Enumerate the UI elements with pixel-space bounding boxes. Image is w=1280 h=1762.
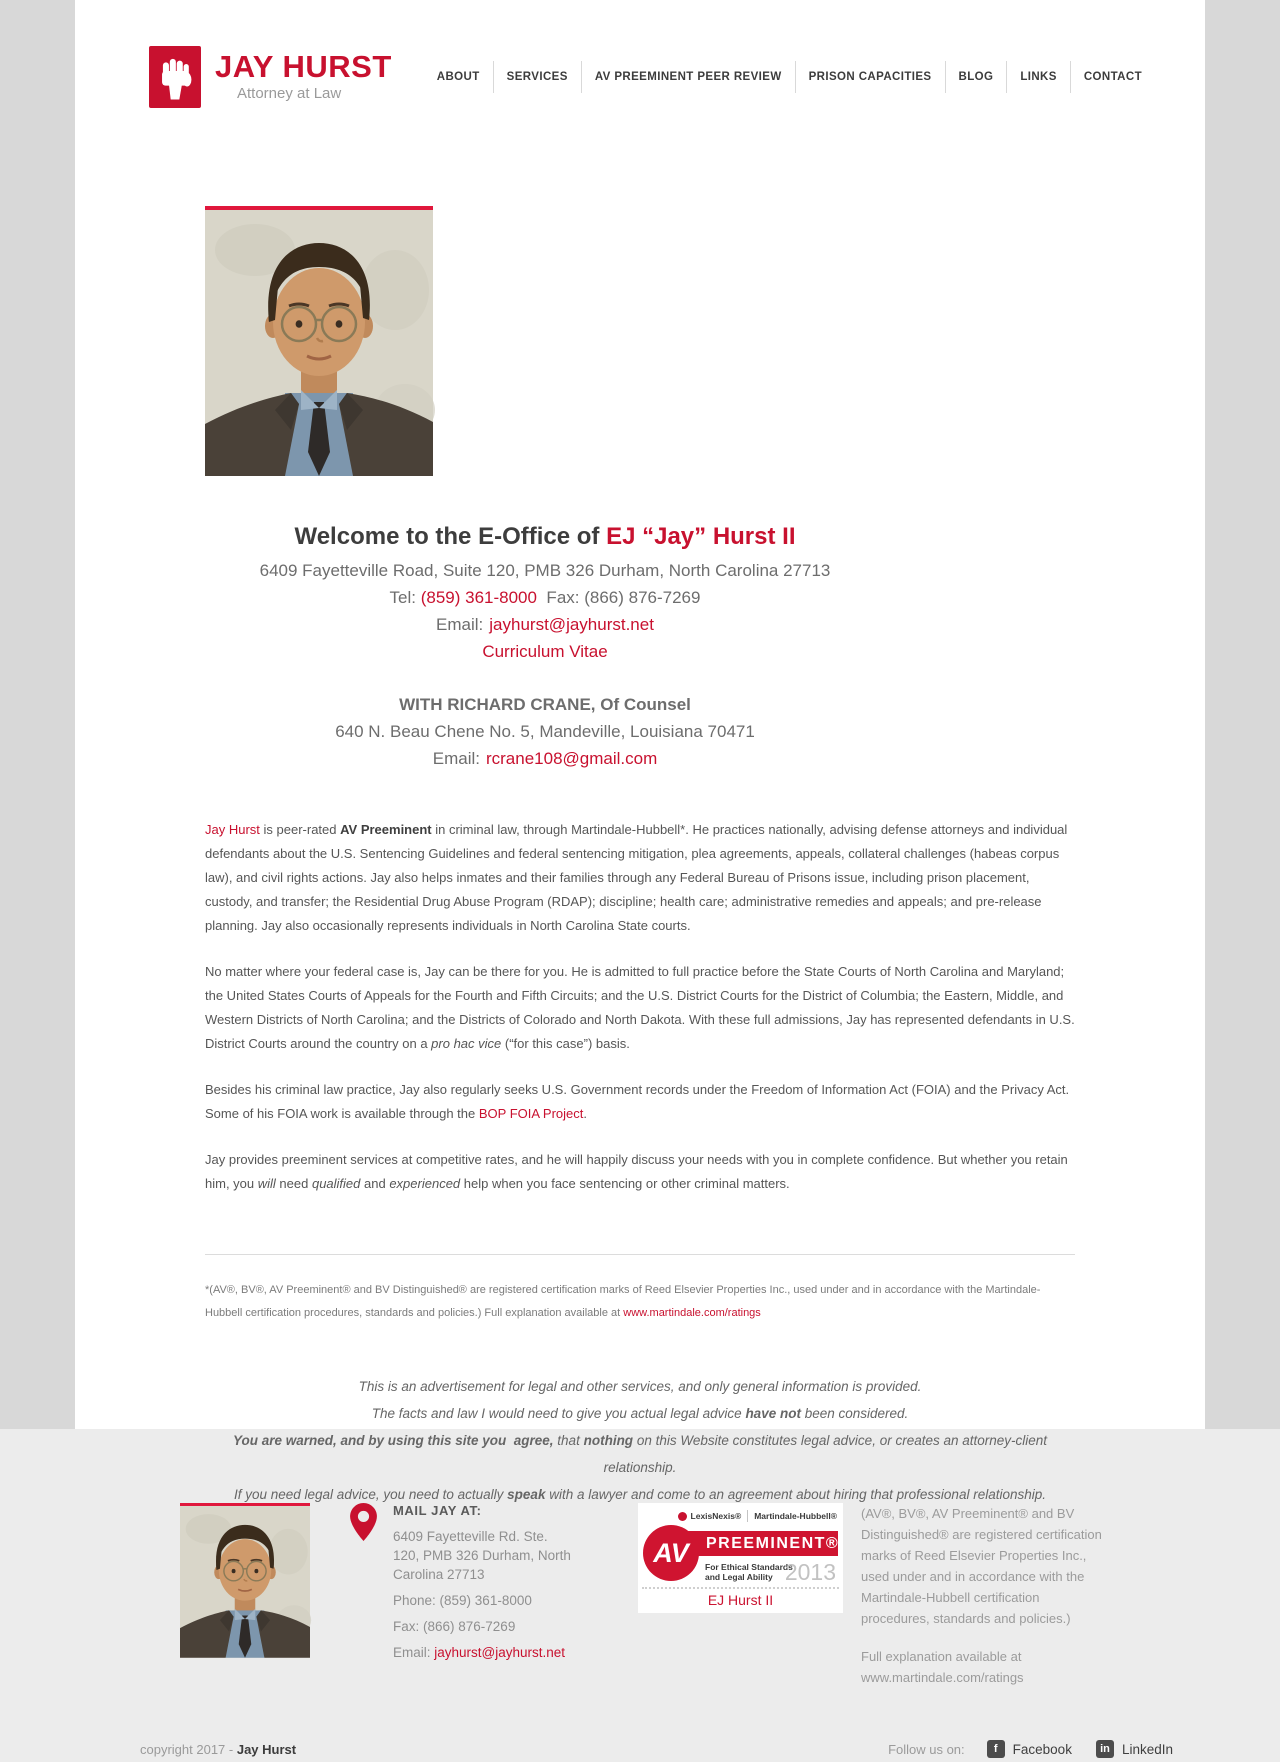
nav-item-blog[interactable]: BLOG xyxy=(945,61,1007,93)
badge-martindale: Martindale-Hubbell® xyxy=(754,1511,837,1521)
p2-italic: pro hac vice xyxy=(431,1036,502,1051)
counsel-email-label: Email: xyxy=(432,749,480,768)
tel-label: Tel: xyxy=(389,588,421,607)
content-card xyxy=(75,0,1205,1502)
badge-lexisnexis: LexisNexis® xyxy=(690,1511,742,1521)
disclaimer-line-1: This is an advertisement for legal and other services, and only general information is provided. xyxy=(358,1379,922,1394)
linkedin-link[interactable] xyxy=(1096,1740,1173,1758)
main-content xyxy=(75,206,1205,1508)
email-line xyxy=(205,611,885,638)
martindale-ratings-link[interactable]: www.martindale.com/ratings xyxy=(623,1307,761,1319)
intro-section xyxy=(205,522,885,772)
bop-foia-project-link[interactable]: BOP FOIA Project xyxy=(478,1106,584,1121)
disclaimer-3d: on this Website constitutes legal advice, or creates an attorney-client relationship. xyxy=(603,1433,1048,1475)
p4-italic-3: experienced xyxy=(389,1176,461,1191)
disclaimer-4b: speak xyxy=(507,1487,546,1502)
divider xyxy=(205,1254,1075,1255)
logo-subtitle: Attorney at Law xyxy=(237,85,342,102)
tel-link[interactable]: (859) 361-8000 xyxy=(420,588,537,607)
linkedin-label: LinkedIn xyxy=(1121,1741,1173,1757)
p4-italic-1: will xyxy=(257,1176,276,1191)
counsel-address: 640 N. Beau Chene No. 5, Mandeville, Louisiana 70471 xyxy=(335,722,755,741)
p1-bold: AV Preeminent xyxy=(340,822,432,837)
certification-fineprint xyxy=(205,1279,1075,1325)
p4-text-3: and xyxy=(360,1176,390,1191)
counsel-heading: WITH RICHARD CRANE, Of Counsel xyxy=(399,695,691,714)
disclaimer-4a: If you need legal advice, you need to actually xyxy=(233,1487,508,1502)
badge-preeminent-banner: PREEMINENT® xyxy=(670,1531,838,1556)
paragraph-2 xyxy=(205,960,1075,1056)
footer-columns xyxy=(75,1503,1205,1688)
welcome-heading xyxy=(205,522,885,552)
legal-disclaimer xyxy=(205,1373,1075,1508)
footer-note-2-text: Full explanation available at xyxy=(861,1649,1022,1664)
disclaimer-2b: have not xyxy=(745,1406,801,1421)
badge-ethics-line2: and Legal Ability xyxy=(705,1572,773,1582)
lexisnexis-dot-icon xyxy=(678,1512,687,1521)
office-address: 6409 Fayetteville Road, Suite 120, PMB 326 Durham, North Carolina 27713 xyxy=(259,561,831,580)
p4-text-2: need xyxy=(275,1176,312,1191)
disclaimer-line-2 xyxy=(205,1400,1075,1427)
nav-item-av-preeminent-peer-review[interactable]: AV PREEMINENT PEER REVIEW xyxy=(581,61,795,93)
footer-badge-block xyxy=(638,1503,843,1688)
p1-text: is peer-rated xyxy=(259,822,341,837)
fax-text: Fax: (866) 876-7269 xyxy=(536,588,701,607)
counsel-email-link[interactable]: rcrane108@gmail.com xyxy=(485,749,658,768)
footer-portrait-photo xyxy=(180,1503,310,1688)
paragraph-4 xyxy=(205,1148,1075,1196)
paragraph-1 xyxy=(205,818,1075,938)
p4-text: Jay provides preeminent services at competitive rates, and he will happily discuss your needs with you in complete confidence. But whether you retain him, you xyxy=(205,1152,1068,1191)
paragraph-3 xyxy=(205,1078,1075,1126)
nav-item-about[interactable]: ABOUT xyxy=(436,71,480,83)
fist-logo-icon xyxy=(149,46,201,108)
disclaimer-3b: that xyxy=(553,1433,584,1448)
av-preeminent-badge[interactable] xyxy=(638,1503,843,1613)
footer-mail-text xyxy=(393,1503,573,1688)
footer-email-line xyxy=(393,1643,573,1662)
tel-fax-line xyxy=(205,584,885,611)
badge-attorney-name: EJ Hurst II xyxy=(707,1592,774,1608)
badge-dotted-line xyxy=(642,1587,839,1589)
p4-italic-2: qualified xyxy=(311,1176,361,1191)
nav-item-services[interactable]: SERVICES xyxy=(493,61,581,93)
welcome-name: EJ “Jay” Hurst II xyxy=(606,523,796,550)
p3-text: Besides his criminal law practice, Jay also regularly seeks U.S. Government records under the Freedom of Information Act (FOIA) and the Privacy Act. Some of his FOIA work is available through the xyxy=(205,1082,1070,1121)
p1-text-2: in criminal law, through Martindale-Hubbell*. He practices nationally, advising defense attorneys and individual defendants about the U.S. Sentencing Guidelines and federal sentencing mitigation, plea agreements, appeals, collateral challenges (habeas corpus law), and civil rights actions. Jay also helps inmates and their families through any Federal Bureau of Prisons issue, including prison placement, custody, and transfer; the Residential Drug Abuse Program (RDAP); discipline; health care; administrative remedies and appeals; and pre-release planning. Jay also occasionally represents individuals in North Carolina State courts. xyxy=(205,822,1068,933)
nav-item-contact[interactable]: CONTACT xyxy=(1070,61,1155,93)
jay-hurst-link[interactable]: Jay Hurst xyxy=(205,822,260,837)
logo[interactable] xyxy=(149,46,392,108)
footer-address: 6409 Fayetteville Rd. Ste. 120, PMB 326 Durham, North Carolina 27713 xyxy=(393,1529,571,1582)
footer-note-2 xyxy=(861,1646,1111,1688)
copyright-prefix: copyright 2017 - xyxy=(140,1741,237,1757)
mail-heading: MAIL JAY AT: xyxy=(393,1503,482,1518)
p2-text: No matter where your federal case is, Jay can be there for you. He is admitted to full practice before the State Courts of North Carolina and Maryland; the United States Courts of Appeals for the Fourth and Fifth Circuits; and the U.S. District Courts for the District of Columbia; the Eastern, Middle, and Western Districts of North Carolina; and the Districts of Colorado and North Dakota. With these full admissions, Jay has represented defendants in U.S. District Courts around the country on a xyxy=(205,964,1075,1051)
disclaimer-3a: You are warned, and by using this site you agree, xyxy=(232,1433,554,1448)
follow-label: Follow us on: xyxy=(888,1741,965,1757)
cv-line xyxy=(205,638,885,665)
footer-phone: Phone: (859) 361-8000 xyxy=(393,1593,532,1608)
badge-ethics-text xyxy=(705,1562,793,1582)
p4-text-4: help when you face sentencing or other criminal matters. xyxy=(460,1176,790,1191)
footer-bottom-bar xyxy=(75,1740,1205,1758)
disclaimer-2c: been considered. xyxy=(800,1406,909,1421)
logo-text xyxy=(215,46,392,102)
logo-title: JAY HURST xyxy=(215,49,392,84)
email-label: Email: xyxy=(436,615,484,634)
footer-email-label: Email: xyxy=(393,1645,435,1660)
copyright-name: Jay Hurst xyxy=(236,1741,297,1757)
nav-item-links[interactable]: LINKS xyxy=(1006,61,1070,93)
footer-mail-block xyxy=(350,1503,580,1688)
email-link[interactable]: jayhurst@jayhurst.net xyxy=(489,615,654,634)
portrait-photo xyxy=(205,206,433,476)
facebook-link[interactable] xyxy=(987,1740,1072,1758)
badge-separator xyxy=(747,1510,748,1522)
welcome-prefix: Welcome to the E-Office of xyxy=(294,523,607,550)
main-nav xyxy=(424,61,1155,93)
disclaimer-2a: The facts and law I would need to give you actual legal advice xyxy=(371,1406,746,1421)
counsel-email-line xyxy=(205,745,885,772)
body-copy xyxy=(205,818,1075,1196)
copyright xyxy=(140,1742,296,1757)
facebook-icon: f xyxy=(987,1740,1005,1758)
disclaimer-3c: nothing xyxy=(583,1433,634,1448)
linkedin-icon: in xyxy=(1096,1740,1114,1758)
follow-us xyxy=(888,1740,1173,1758)
footer-fax: Fax: (866) 876-7269 xyxy=(393,1619,516,1634)
nav-item-prison-capacities[interactable]: PRISON CAPACITIES xyxy=(795,61,945,93)
badge-brands xyxy=(678,1510,837,1522)
disclaimer-4c: with a lawyer and come to an agreement about hiring that professional relationship. xyxy=(545,1487,1046,1502)
fineprint-text: *(AV®, BV®, AV Preeminent® and BV Distinguished® are registered certification marks of Reed Elsevier Properties Inc., used under and in accordance with the Martindale-Hubbell certification procedures, standards and policies.) Full explanation available at xyxy=(205,1284,1041,1319)
badge-ethics-line1: For Ethical Standards xyxy=(705,1562,793,1572)
footer-certification-note xyxy=(861,1503,1111,1688)
badge-av-circle: AV xyxy=(643,1525,699,1581)
footer-email-link[interactable]: jayhurst@jayhurst.net xyxy=(434,1645,566,1660)
site-header xyxy=(75,0,1205,108)
badge-year: 2013 xyxy=(784,1559,836,1585)
footer-note-1: (AV®, BV®, AV Preeminent® and BV Distinguished® are registered certification marks of Reed Elsevier Properties Inc., used under and in accordance with the Martindale-Hubbell certification procedures, standards and policies.) xyxy=(861,1506,1102,1626)
curriculum-vitae-link[interactable]: Curriculum Vitae xyxy=(482,642,608,661)
p3-text-2: . xyxy=(583,1106,588,1121)
footer-ratings-url[interactable]: www.martindale.com/ratings xyxy=(861,1670,1024,1685)
p2-text-2: (“for this case”) basis. xyxy=(501,1036,630,1051)
map-pin-icon xyxy=(350,1503,377,1541)
facebook-label: Facebook xyxy=(1012,1741,1072,1757)
